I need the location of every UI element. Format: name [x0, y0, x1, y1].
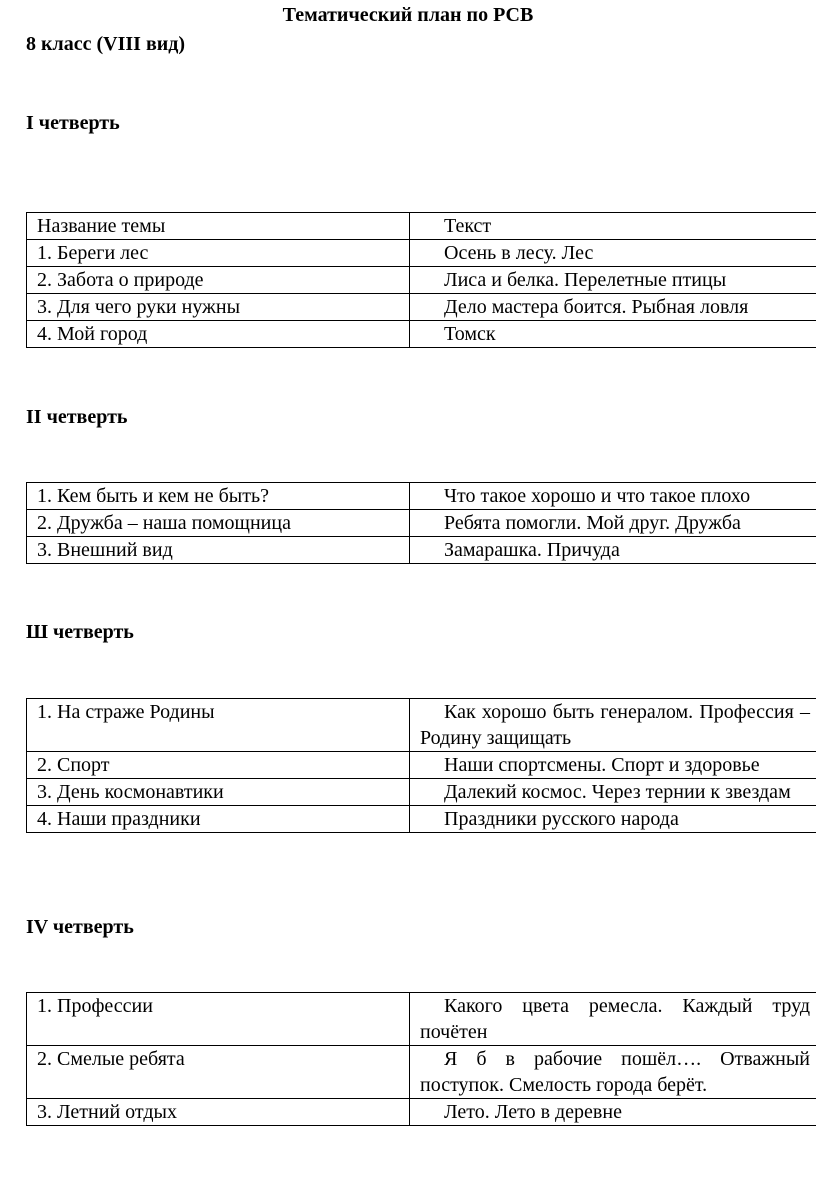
table-row [27, 993, 816, 1046]
topic-cell: 3. День космонавтики [27, 779, 410, 806]
table-row [27, 510, 816, 537]
quarter-2-heading: II четверть [26, 406, 128, 428]
table-row [27, 294, 816, 321]
topic-cell: 3. Внешний вид [27, 537, 410, 564]
quarter-2-table [26, 482, 816, 564]
text-cell: Осень в лесу. Лес [410, 240, 816, 267]
text-cell: Ребята помогли. Мой друг. Дружба [410, 510, 816, 537]
table-row [27, 752, 816, 779]
topic-cell: 1. Профессии [27, 993, 410, 1046]
text-cell: Наши спортсмены. Спорт и здоровье [410, 752, 816, 779]
topic-cell: 4. Наши праздники [27, 806, 410, 833]
quarter-3-table [26, 698, 816, 833]
text-cell: Лето. Лето в деревне [410, 1099, 816, 1126]
table-row [27, 806, 816, 833]
text-cell: Дело мастера боится. Рыбная ловля [410, 294, 816, 321]
text-cell: Праздники русского народа [410, 806, 816, 833]
topic-column-header: Название темы [27, 213, 410, 240]
class-subtitle: 8 класс (VIII вид) [26, 33, 186, 55]
text-cell: Какого цвета ремесла. Каждый труд почётен [410, 993, 816, 1046]
quarter-1-table [26, 212, 816, 348]
table-row [27, 321, 816, 348]
topic-cell: 1. На страже Родины [27, 699, 410, 752]
table-header-row [27, 213, 816, 240]
text-cell: Далекий космос. Через тернии к звездам [410, 779, 816, 806]
topic-cell: 1. Кем быть и кем не быть? [27, 483, 410, 510]
table-row [27, 779, 816, 806]
text-cell: Замарашка. Причуда [410, 537, 816, 564]
topic-cell: 2. Спорт [27, 752, 410, 779]
table-row [27, 1099, 816, 1126]
text-cell: Томск [410, 321, 816, 348]
page-title: Тематический план по РСВ [282, 4, 534, 26]
table-row [27, 267, 816, 294]
quarter-4-table [26, 992, 816, 1126]
quarter-1-heading: I четверть [26, 112, 120, 134]
table-row [27, 240, 816, 267]
topic-cell: 3. Летний отдых [27, 1099, 410, 1126]
table-row [27, 483, 816, 510]
text-cell: Что такое хорошо и что такое плохо [410, 483, 816, 510]
topic-cell: 2. Забота о природе [27, 267, 410, 294]
table-row [27, 537, 816, 564]
text-cell: Лиса и белка. Перелетные птицы [410, 267, 816, 294]
quarter-4-heading: IV четверть [26, 916, 134, 938]
table-row [27, 1046, 816, 1099]
quarter-3-heading: Ш четверть [26, 621, 134, 643]
topic-cell: 3. Для чего руки нужны [27, 294, 410, 321]
text-cell: Я б в рабочие пошёл…. Отважный поступок. Смелость города берёт. [410, 1046, 816, 1099]
table-row [27, 699, 816, 752]
topic-cell: 2. Смелые ребята [27, 1046, 410, 1099]
topic-cell: 2. Дружба – наша помощница [27, 510, 410, 537]
text-column-header: Текст [410, 213, 816, 240]
text-cell: Как хорошо быть генералом. Профессия – Родину защищать [410, 699, 816, 752]
topic-cell: 4. Мой город [27, 321, 410, 348]
topic-cell: 1. Береги лес [27, 240, 410, 267]
